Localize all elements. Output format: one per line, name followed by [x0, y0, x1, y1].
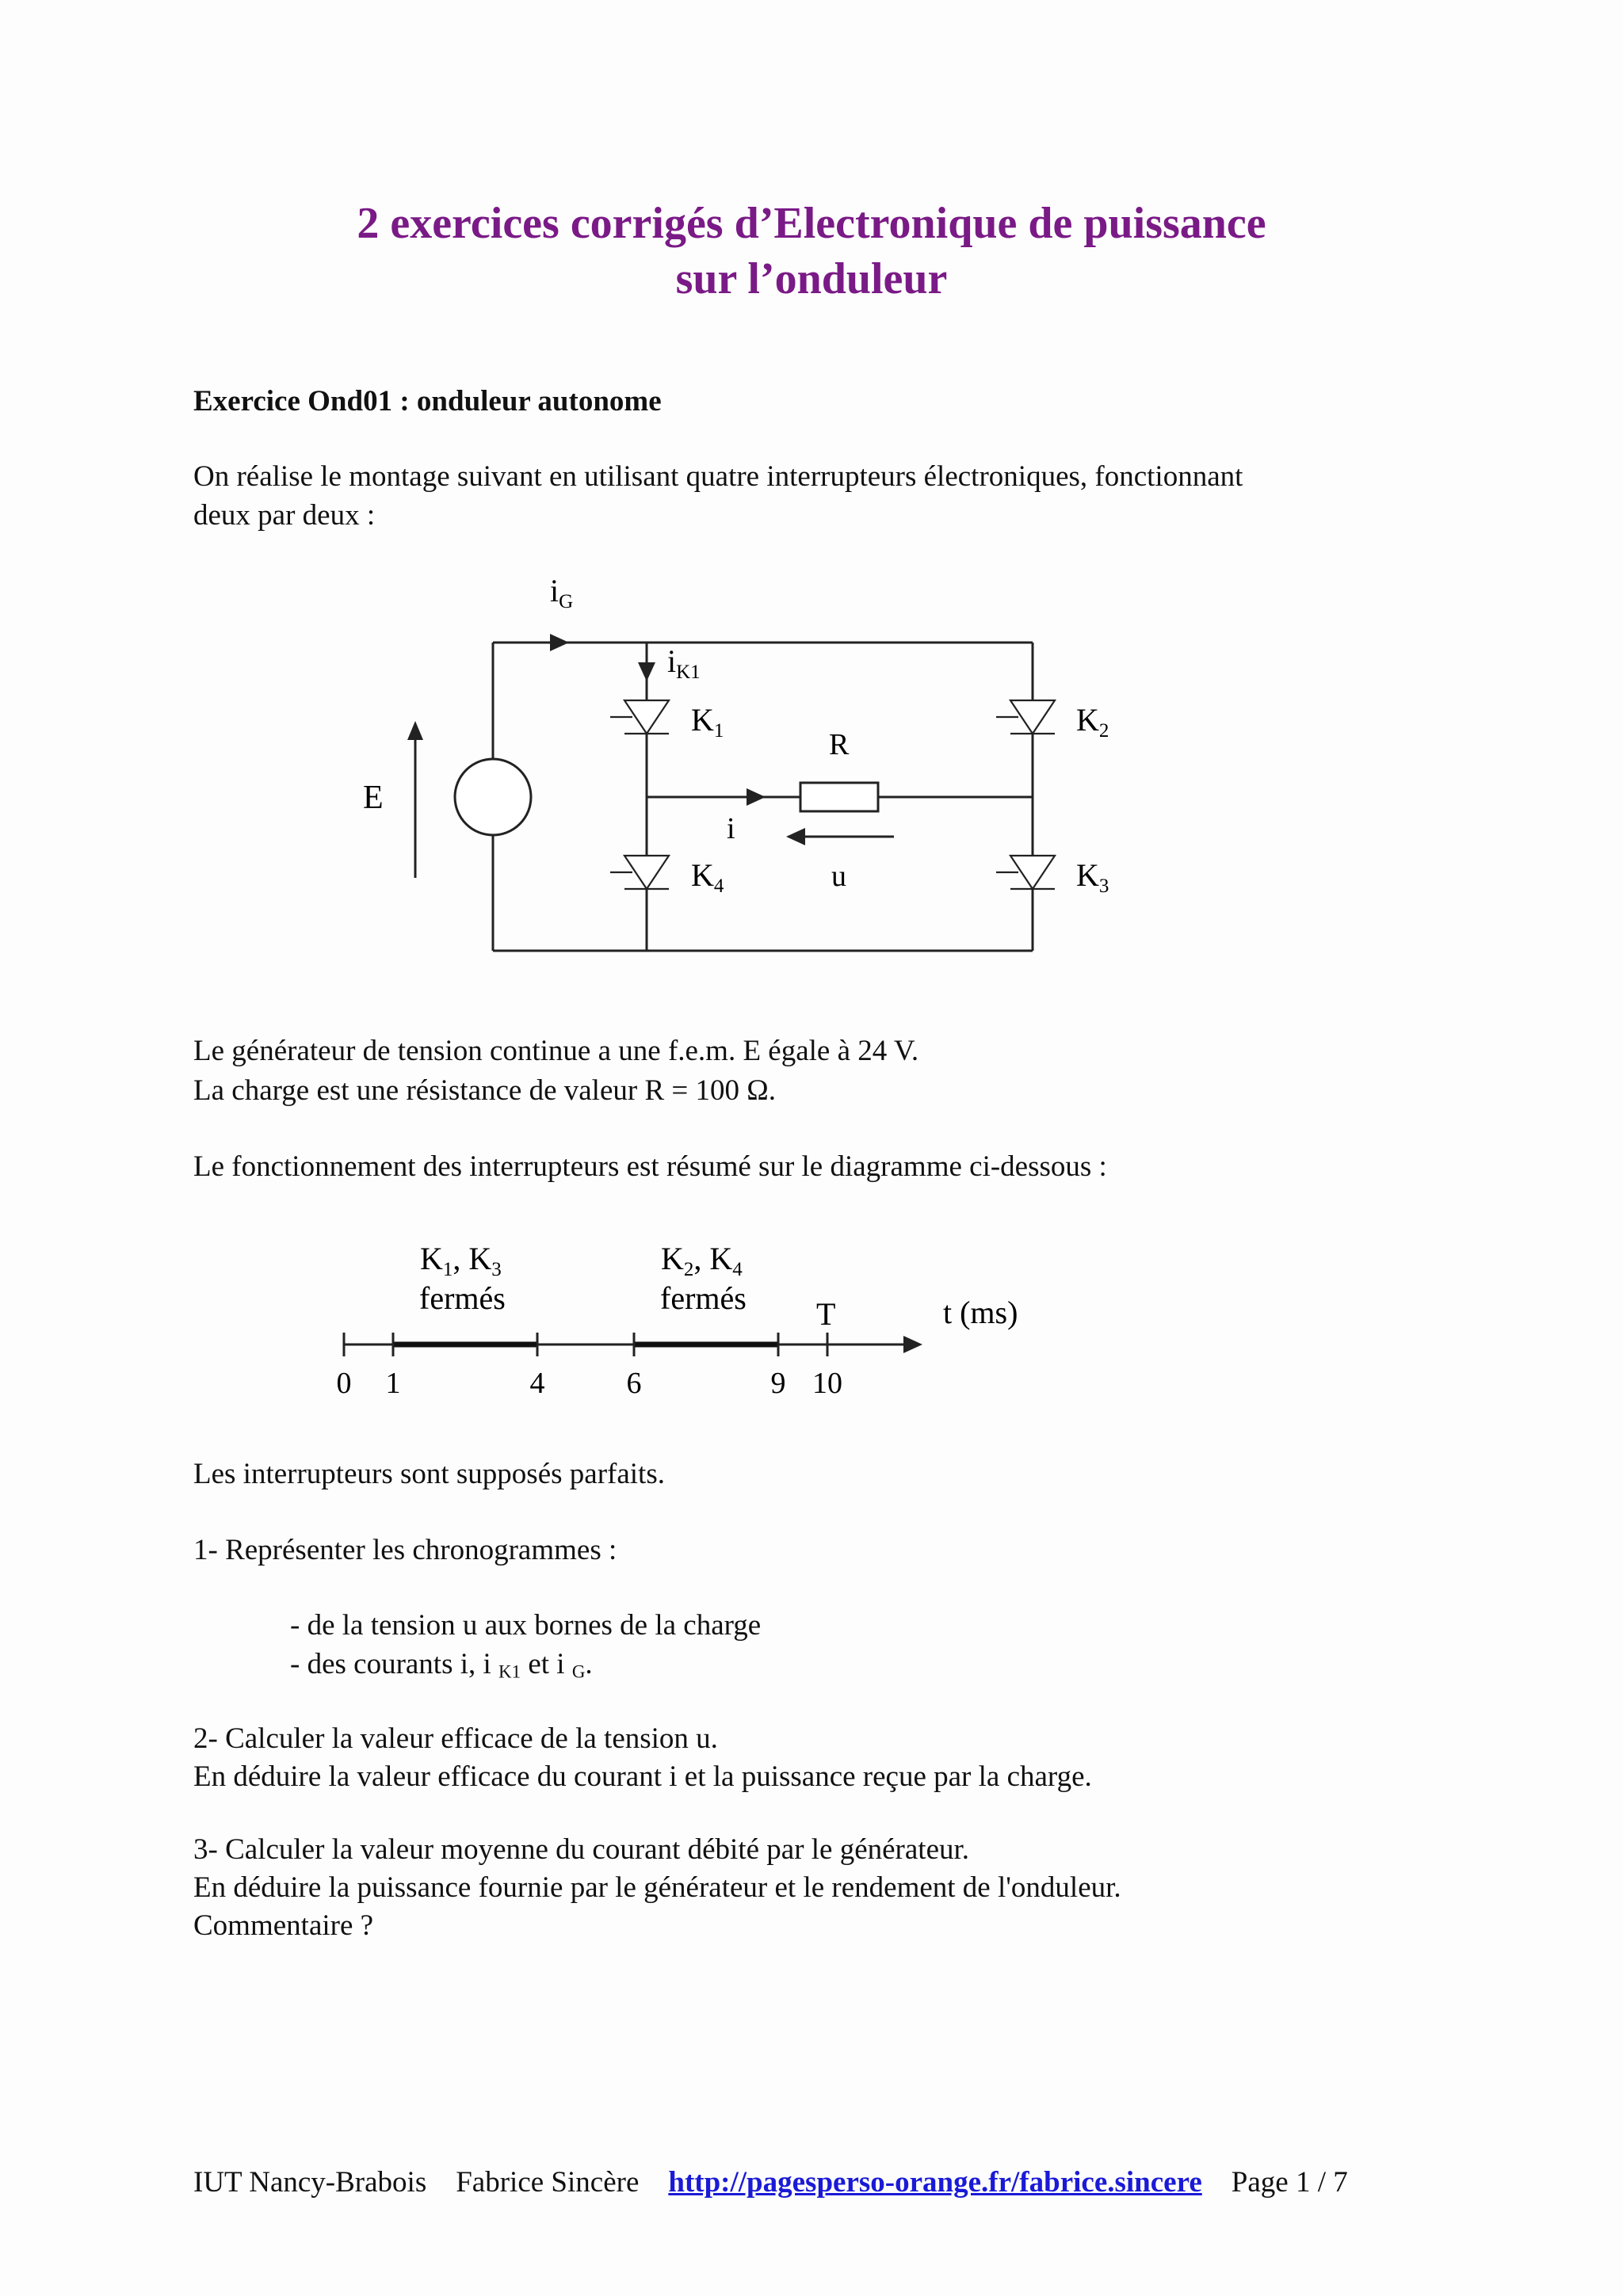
question-1: 1- Représenter les chronogrammes : — [193, 1534, 617, 1566]
intro-line-1: On réalise le montage suivant en utilisant quatre interrupteurs électroniques, fonctionnant — [193, 460, 1243, 493]
intro-line-2: deux par deux : — [193, 499, 376, 532]
question-3-line2: En déduire la puissance fournie par le générateur et le rendement de l'onduleur. — [193, 1871, 1121, 1904]
voltage-E-arrow — [407, 721, 423, 878]
tick-label-6: 6 — [626, 1367, 642, 1400]
footer-link[interactable]: http://pagesperso-orange.fr/fabrice.sincere — [668, 2166, 1202, 2199]
switch-K1-symbol — [610, 700, 669, 734]
timing-group2-switches: $K_2$, $K_4$ — [661, 1241, 743, 1280]
label-K3: $K_3$ — [1076, 857, 1109, 897]
tick-label-9: 9 — [770, 1367, 786, 1400]
question-2-line1: 2- Calculer la valeur efficace de la tension u. — [193, 1722, 718, 1755]
exercise-heading: Exercice Ond01 : onduleur autonome — [193, 385, 662, 418]
voltage-u-arrow — [786, 828, 894, 845]
question-1-a: - de la tension u aux bornes de la charge — [290, 1609, 762, 1642]
current-iK1-arrow — [638, 662, 655, 681]
timing-period-label: T — [816, 1296, 836, 1332]
generator-text: Le générateur de tension continue a une f.e.m. E égale à 24 V. — [193, 1035, 919, 1067]
label-K1: $K_1$ — [691, 702, 724, 742]
tick-label-0: 0 — [336, 1367, 352, 1400]
voltage-source — [455, 759, 531, 835]
question-3-line1: 3- Calculer la valeur moyenne du courant débité par le générateur. — [193, 1833, 970, 1866]
assumption-text: Les interrupteurs sont supposés parfaits. — [193, 1458, 665, 1490]
footer-institution: IUT Nancy-Brabois — [193, 2166, 427, 2199]
question-1-b: - des courants i, i $_{K1}$ et i $_G$. — [290, 1648, 593, 1682]
switch-K2-symbol — [996, 700, 1055, 734]
switch-timing-diagram — [0, 1220, 1623, 1410]
timing-group2-state: fermés — [660, 1280, 747, 1316]
label-K2: $K_2$ — [1076, 702, 1109, 742]
label-u: u — [831, 860, 846, 893]
page-title-line1: 2 exercices corrigés d’Electronique de puissance — [357, 199, 1266, 248]
question-2-line2: En déduire la valeur efficace du courant i et la puissance reçue par la charge. — [193, 1760, 1092, 1793]
tick-label-1: 1 — [385, 1367, 401, 1400]
current-iG-arrow — [550, 634, 569, 651]
current-i-arrow — [747, 788, 766, 806]
label-iG: $i_G$ — [550, 573, 574, 612]
page-footer — [193, 2168, 1348, 2197]
timing-group1-switches: $K_1$, $K_3$ — [420, 1241, 502, 1280]
tick-label-4: 4 — [529, 1367, 545, 1400]
inverter-circuit-diagram — [0, 0, 1623, 990]
switch-K3-symbol — [996, 856, 1055, 889]
timing-group1-state: fermés — [419, 1280, 506, 1316]
question-3-line3: Commentaire ? — [193, 1909, 374, 1942]
label-K4: $K_4$ — [691, 857, 724, 897]
label-iK1: $i_{K1}$ — [667, 643, 701, 683]
timing-axis-arrow — [903, 1336, 922, 1353]
resistor-R — [800, 783, 878, 811]
label-i: i — [727, 812, 735, 845]
footer-author: Fabrice Sincère — [456, 2166, 640, 2199]
footer-page-number: Page 1 / 7 — [1231, 2166, 1348, 2199]
switch-K4-symbol — [610, 856, 669, 889]
page-title-line2: sur l’onduleur — [675, 254, 948, 303]
tick-label-10: 10 — [812, 1367, 842, 1400]
timing-axis-label: t (ms) — [943, 1295, 1018, 1330]
diagram-intro-text: Le fonctionnement des interrupteurs est résumé sur le diagramme ci-dessous : — [193, 1150, 1107, 1183]
label-E: E — [363, 780, 384, 816]
label-R: R — [829, 728, 850, 761]
load-text: La charge est une résistance de valeur R = 100 Ω. — [193, 1074, 776, 1107]
